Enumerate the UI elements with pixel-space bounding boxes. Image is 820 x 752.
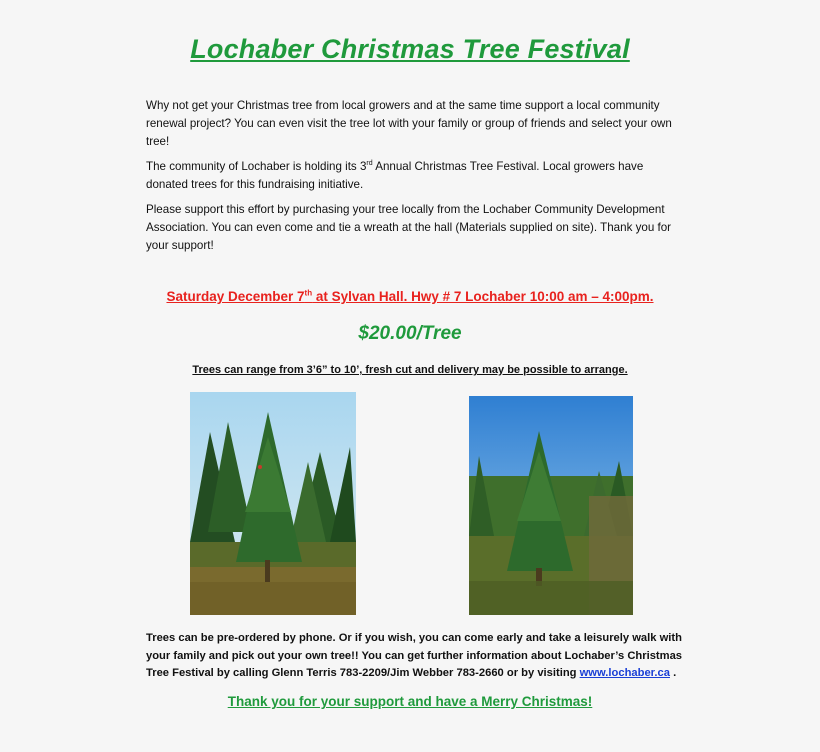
event-date: Saturday December 7 bbox=[166, 289, 305, 304]
festival-ordinal-suffix: rd bbox=[366, 160, 373, 168]
price-label: $20.00/Tree bbox=[358, 323, 462, 344]
tree-size-note: Trees can range from 3’6” to 10’, fresh cut and delivery may be possible to arrange. bbox=[192, 364, 628, 376]
festival-text-after: Annual Christmas Tree Festival. Local growers have donated trees for this fundraising initiative. bbox=[146, 160, 644, 191]
thank-you-message: Thank you for your support and have a Merry Christmas! bbox=[227, 694, 593, 709]
festival-text-before: The community of Lochaber is holding its 3 bbox=[146, 160, 367, 173]
intro-paragraph: Why not get your Christmas tree from local growers and at the same time support a local community renewal project? You can even visit the tree lot with your family or group of friends and select your own tree! bbox=[146, 99, 672, 148]
page-title: Lochaber Christmas Tree Festival bbox=[190, 34, 630, 64]
closing-text: Trees can be pre-ordered by phone. Or if you wish, you can come early and take a leisurely walk with your family and pick out your own tree!! You can get further information about Lochaber’s Christmas Tree Festival by calling Glenn Terris 783-2209/Jim Webber 783-2660 or by visiting bbox=[146, 632, 683, 679]
closing-text-end: . bbox=[669, 667, 677, 679]
closing-paragraph bbox=[146, 630, 686, 683]
event-location-time: at Sylvan Hall. Hwy # 7 Lochaber 10:00 am – 4:00pm. bbox=[312, 289, 654, 304]
tree-photo-right-illustration bbox=[469, 396, 633, 615]
event-date-suffix: th bbox=[304, 288, 313, 298]
event-details bbox=[0, 289, 820, 304]
support-paragraph: Please support this effort by purchasing your tree locally from the Lochaber Community Development Association. You can even come and tie a wreath at the hall (Materials supplied on site). Thank you for your support! bbox=[146, 203, 672, 252]
festival-paragraph bbox=[146, 158, 676, 194]
website-link[interactable]: www.lochaber.ca bbox=[579, 667, 670, 679]
tree-photo-right bbox=[469, 396, 633, 615]
tree-photo-left-illustration bbox=[190, 392, 356, 615]
tree-photo-left bbox=[190, 392, 356, 615]
